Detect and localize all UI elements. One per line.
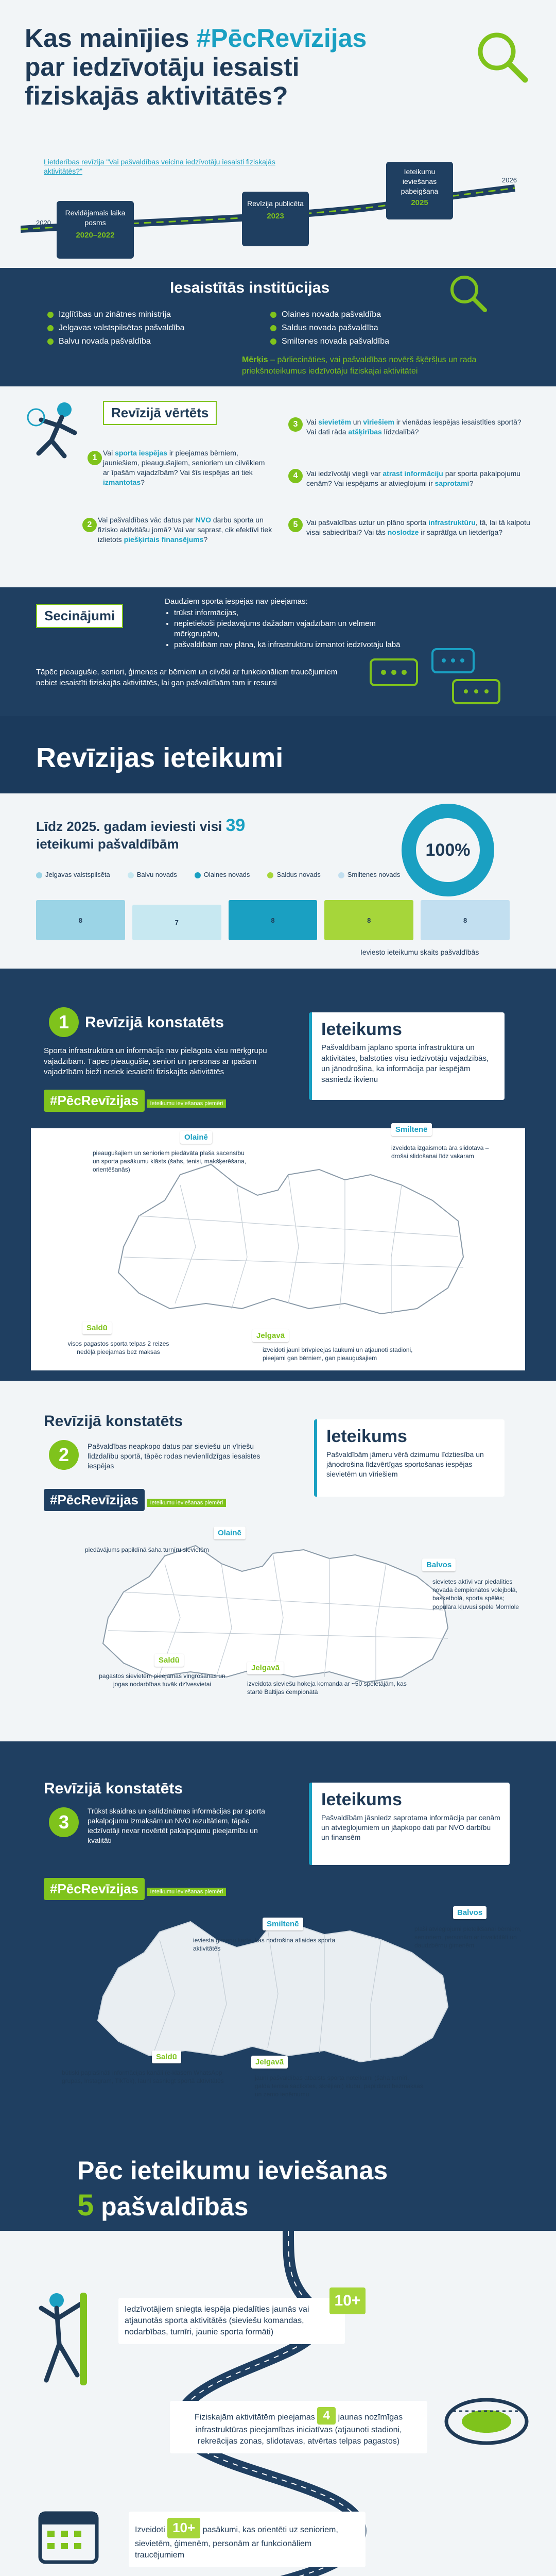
olaine-tag: Olainē (180, 1131, 212, 1144)
recommendation-text: Pašvaldībām jāmeru vērā dzimumu līdztiesība un jānodrošina līdzvērtīgas sportošanas iespējas sievietēm un vīriešiem (326, 1450, 484, 1478)
question-4-number: 4 (288, 469, 303, 483)
institution-item: Jelgavas valstspilsētas pašvaldība (47, 323, 264, 334)
period-3-title: Ieteikumu ieviešanas pabeigšana (401, 167, 439, 195)
question-1 (103, 448, 268, 487)
q3-f: atšķirības (348, 427, 382, 436)
olaine-tag: Olainē (214, 1527, 246, 1539)
finding-1-section (0, 969, 556, 1381)
chart-bar-4: 8 (421, 900, 510, 940)
hashtag-subtitle: Ieteikumu ieviešanas piemēri (147, 1099, 226, 1108)
search-graphic-icon (474, 28, 530, 88)
finding-1-number: 1 (49, 1007, 79, 1037)
legend-label-2: Olaines novads (203, 871, 250, 878)
timeline-period-3 (386, 162, 453, 219)
review-section (0, 386, 556, 587)
timeline-2026: 2026 (502, 176, 517, 184)
finding-3-hashtag (44, 1878, 226, 1900)
recs-title-band (0, 716, 556, 793)
finding-1-map-panel (31, 1125, 525, 1370)
smiltene-note: ieviesta ģimeņu karte, kas nodrošina atlaides sporta aktivitātēs (193, 1937, 336, 1953)
institution-item: Saldus novada pašvaldība (270, 323, 486, 334)
saldus-note: pagastos sievietēm pieejamas vingrošanas un jogas nodarbības tuvāk dzīvesvietai (99, 1672, 225, 1688)
conclusions-bottom: Tāpēc pieaugušie, seniori, ģimenes ar bērniem un cilvēki ar funkcionāliem traucējumiem nebiet iesaistīti fiziskajās aktivitātēs, lai gan pašvaldībām tam ir resursi (36, 668, 338, 687)
q3-c: un (351, 418, 363, 426)
chat-bubbles-icon (360, 639, 515, 714)
after-title-b: pašvaldībās (94, 2192, 249, 2221)
finding-3-label: Revīzijā konstatēts (44, 1780, 183, 1797)
saldus-tag: Saldū (154, 1654, 184, 1667)
q2-e: ? (203, 535, 208, 544)
olaine-note: pieaugušajiem un senioriem piedāvāta plaša sacensību un sporta pasākumu klāsts (šahs, tenisi, makšķerēšana, orientēšanās) (93, 1149, 247, 1174)
finding-2-recommendation (314, 1419, 505, 1497)
q1-b: sporta iespējas (115, 449, 168, 457)
chart-bar-0: 8 (36, 900, 125, 940)
hashtag-subtitle: Ieteikumu ieviešanas piemēri (147, 1888, 226, 1896)
review-title (103, 401, 217, 425)
finding-1-recommendation (309, 1012, 505, 1100)
chart-legend (36, 871, 510, 878)
impact-2-b: jaunas nozīmīgas infrastruktūras pieejamības iniciatīvas (atjaunoti stadioni, rekreācijas zonas, slidotavas, atvērtas telpas pagastos) (195, 2413, 403, 2446)
conclusion-item: • nepietiekoši piedāvājums dažādām vajadzībām un vēlmēm mērķgrupām, (174, 619, 401, 640)
finding-3-recommendation (309, 1783, 510, 1865)
legend-label-4: Smiltenes novads (347, 871, 401, 878)
q4-b: atrast informāciju (383, 469, 443, 478)
jelgava-tag: Jelgavā (252, 1329, 289, 1342)
after-title-a: Pēc ieteikumu ieviešanas (77, 2156, 388, 2185)
period-2-year: 2023 (267, 211, 284, 221)
q5-c: , tā, lai tā kalpotu visai sabiedrībai? Vai tās (306, 518, 530, 536)
q1-e: ? (141, 478, 145, 486)
conclusions-title-text: Secinājumi (44, 608, 115, 623)
question-3 (306, 417, 533, 437)
finding-1-hashtag (44, 1090, 226, 1112)
institution-item: Olaines novada pašvaldība (270, 309, 486, 320)
saldus-tag: Saldū (152, 2050, 181, 2063)
finding-1-label: Revīzijā konstatēts (85, 1014, 224, 1031)
q5-a: Vai pašvaldības uztur un plāno sporta (306, 518, 429, 527)
latvia-map (103, 1154, 474, 1324)
chart-bar-2: 8 (229, 900, 318, 940)
percent-value: 100% (425, 840, 471, 860)
finding-2-number: 2 (49, 1440, 79, 1470)
period-3-year: 2025 (411, 198, 428, 207)
balvi-tag: Balvos (422, 1558, 456, 1571)
q4-c: par sporta pakalpojumu cenām? Vai iespējams ar atvieglojumi ir (306, 469, 521, 487)
q2-c: darbu sporta un fizisko aktivitāšu jomā? Vai var saprast, cik efektīvi tiek izlietots (98, 516, 272, 544)
q1-a: Vai (103, 449, 115, 457)
legend-item-0 (36, 871, 110, 878)
impact-2 (170, 2401, 427, 2453)
impact-3-b: pasākumi, kas orientēti uz senioriem, sievietēm, ģimenēm, personām ar funkcionāliem traucējumiem (135, 2526, 338, 2560)
impact-1 (118, 2298, 345, 2344)
institutions-left-list (47, 309, 264, 349)
finding-3-text: Trūkst skaidras un salīdzināmas informācijas par sporta pakalpojumu izmaksām un NVO rezultātiem, tāpēc iedzīvotāji nevar novērtēt pakalpojumu pieejamību un kvalitāti (88, 1807, 265, 1844)
impact-3 (129, 2512, 366, 2567)
calendar-icon (36, 2504, 103, 2568)
hashtag: #PēcRevīzijas (44, 1878, 145, 1900)
institutions-section (0, 268, 556, 386)
timeline-period-1 (57, 201, 134, 259)
header-section (0, 0, 556, 268)
institution-item: Smiltenes novada pašvaldība (270, 336, 486, 347)
after-title-number: 5 (77, 2188, 94, 2222)
period-1-title: Revidējamais laika posms (65, 209, 126, 227)
question-2-number: 2 (82, 518, 97, 532)
finding-1-text: Sporta infrastruktūra un informācija nav pielāgota visu mērķgrupu vajadzībām. Tāpēc pieaugušie, seniori un personas ar īpašām vajadzībām bieži netiek iesaistīti fiziskajās aktivitātēs (44, 1046, 267, 1077)
finding-3-section (0, 1741, 556, 2128)
q1-c: ir pieejamas bērniem, jauniešiem, pieaugušajiem, senioriem un cilvēkiem ar īpašām vajadzībām? Vai šīs iespējas ari tiek (103, 449, 265, 477)
latvia-map (82, 1911, 463, 2071)
after-section (0, 2231, 556, 2576)
recommendation-title: Ieteikums (321, 1020, 402, 1039)
q3-a: Vai (306, 418, 319, 426)
q5-b: infrastruktūru (428, 518, 476, 527)
timeline-period-2 (242, 192, 309, 246)
impact-1-text: Iedzīvotājiem sniegta iespēja piedalīties jaunās vai atjaunotās sporta aktivitātēs (sieviešu komandas, nodarbības, turnīri, jaunie sporta formāti) (125, 2305, 309, 2337)
hashtag-title: #PēcRevīzijas (196, 24, 367, 53)
chart-bar-3: 8 (324, 900, 413, 940)
legend-item-3 (267, 871, 320, 878)
smiltene-tag: Smiltenē (391, 1123, 432, 1136)
q1-d: izmantotas (103, 478, 141, 486)
saldus-tag: Saldū (82, 1321, 112, 1334)
timeline-2020: 2020 (36, 219, 51, 227)
q3-d: vīriešiem (363, 418, 394, 426)
title-part3: fiziskajās aktivitātēs? (25, 81, 288, 110)
olaine-note: piedāvājums papildīnā šaha turnīru sievietēm (85, 1546, 209, 1553)
legend-item-1 (128, 871, 177, 878)
balvi-tag: Balvos (453, 1906, 486, 1919)
recs-total-a: Līdz 2025. gadam ieviesti visi (36, 819, 226, 834)
page-title (25, 24, 447, 110)
q4-e: ? (469, 479, 474, 487)
recommendation-title: Ieteikums (326, 1427, 407, 1446)
institution-item: Izglītības un zinātnes ministrija (47, 309, 264, 320)
impact-2-number: 4 (317, 2407, 336, 2425)
legend-label-1: Balvu novads (136, 871, 177, 878)
jelgava-tag: Jelgavā (251, 2056, 288, 2069)
chart-bar-1: 7 (132, 905, 221, 940)
q3-e: ir vienādas iespējas iesaistīties sportā? Vai dati rāda (306, 418, 522, 436)
audit-goal (242, 354, 535, 377)
recs-bar-chart (36, 889, 510, 940)
conclusions-intro: Daudziem sporta iespējas nav pieejamas: (165, 597, 308, 606)
q2-b: NVO (195, 516, 211, 524)
jelgava-note: izveidoti jauni brīvpieejas laukumi un atjaunoti stadioni, pieejami gan bērniem, gan pieaugušajiem (263, 1346, 413, 1362)
chart-caption: Ieviesto ieteikumu skaits pašvaldībās (360, 948, 479, 956)
recommendation-text: Pašvaldībām jāplāno sporta infrastruktūra un aktivitātes, balstoties visu iedzīvotāju vajadzībās, un jānodrošina, ka informācija par iespējām sasniedz ikvienu (321, 1043, 489, 1084)
question-3-number: 3 (288, 417, 303, 432)
runner-figure-icon (15, 397, 93, 477)
impact-3-a: Izveidoti (135, 2526, 168, 2535)
impact-3-number: 10+ (167, 2518, 200, 2538)
stadium-icon (443, 2391, 530, 2450)
after-title-band (0, 2128, 556, 2231)
question-5 (306, 518, 533, 537)
hashtag: #PēcRevīzijas (44, 1090, 145, 1112)
q4-d: saprotami (435, 479, 470, 487)
q5-e: ir saprātīga un lietderīga? (419, 528, 503, 536)
recs-title: Revīzijas ieteikumi (36, 742, 284, 773)
legend-item-2 (195, 871, 250, 878)
recs-total-number: 39 (225, 816, 246, 835)
q2-a: Vai pašvaldības vāc datus par (98, 516, 196, 524)
institutions-title: Iesaistītās institūcijas (170, 279, 330, 296)
conclusion-item: • pašvaldībām nav plāna, kā infrastruktūru izmantot iedzīvotāju labā (174, 640, 401, 651)
period-2-title: Revīzija publicēta (247, 199, 304, 208)
smiltene-note: izveidota izgaismota āra slidotava – drošai slidošanai līdz vakaram (391, 1144, 489, 1160)
institution-item: Balvu novada pašvaldība (47, 336, 264, 347)
after-title (77, 2155, 388, 2224)
audit-link[interactable]: Lietderības revīzija "Vai pašvaldības veicina iedzīvotāju iesaisti fiziskajās aktivitātēs?" (44, 158, 275, 176)
smiltene-tag: Smiltenē (263, 1918, 303, 1930)
impact-1-number: 10+ (329, 2287, 366, 2314)
hashtag: #PēcRevīzijas (44, 1489, 145, 1511)
finding-2-text: Pašvaldības neapkopo datus par sieviešu un vīriešu līdzdalību sportā, tāpēc rodas nevienlīdzīgas iesaistes iespējas (88, 1442, 260, 1470)
q3-g: līdzdalībā? (381, 427, 419, 436)
impact-2-a: Fiziskajām aktivitātēm pieejamas (194, 2413, 318, 2422)
balvi-note: sievietes aktīvi var piedalīties novada čempionātos volejbolā, basketbolā, sporta spēlēs; populāra kļuvusi spēle Mornlole (432, 1578, 519, 1611)
q4-a: Vai iedzīvotāji viegli var (306, 469, 383, 478)
institutions-right-list (270, 309, 486, 349)
percent-ring (402, 804, 494, 896)
q2-d: piešķirtais finansējums (124, 535, 204, 544)
question-2 (98, 515, 273, 545)
legend-item-4 (338, 871, 401, 878)
goal-text: – pārliecināties, vai pašvaldības novērš šķēršļus un rada priekšnoteikumus iedzīvotāju fiziskajai aktivitātei (242, 355, 477, 376)
recs-chart-section (0, 793, 556, 969)
legend-label-3: Saldus novads (276, 871, 321, 878)
hashtag-subtitle: Ieteikumu ieviešanas piemēri (147, 1499, 226, 1507)
jelgava-tag: Jelgavā (247, 1662, 284, 1674)
title-part1: Kas mainījies (25, 24, 197, 53)
period-1-range: 2020–2022 (76, 230, 115, 240)
jelgava-note: jauni pašvaldības atbalsts sporta noteikumi (šaha turnīri, galda tenisa sacīkstes, skrējieni) klubu, papildinot bezmaksas un zemo ieņēmumu (255, 2074, 423, 2098)
recs-total-b: ieteikumi pašvaldībām (36, 836, 179, 852)
recommendation-title: Ieteikums (321, 1790, 402, 1809)
recommendation-text: Pašvaldībām jāsniedz saprotama informācija par cenām un atvieglojumiem un jāapkopo dati par NVO darbību un finansēm (321, 1814, 500, 1841)
question-1-number: 1 (88, 451, 102, 465)
balvi-note: plaši atvieglojumi pieteikšanai bērniem, senioriem, personām ar invaliditāti un daudzbērnu ģimenēm (414, 1925, 522, 1950)
finding-2-hashtag (44, 1489, 226, 1511)
review-title-text: Revīzijā vērtēts (111, 405, 209, 420)
conclusion-item: • trūkst informācijas, (174, 608, 401, 619)
finding-2-section (0, 1381, 556, 1741)
goal-label: Mērķis (242, 355, 268, 364)
saldus-note: būtiski paplašināti informācijas kanāli (e-klasem WhatsApp grupas, Instagram, TikTok), lauņi sasniegt sportā aktivitātēs (62, 2069, 224, 2085)
question-5-number: 5 (288, 518, 303, 532)
title-part2: par iedzīvotāju iesaisti (25, 53, 300, 81)
saldus-note: visos pagastos sporta telpas 2 reizes nedēļā pieejamas bez maksas (67, 1340, 169, 1356)
q5-d: noslodze (387, 528, 419, 536)
recs-total (36, 815, 304, 852)
conclusions-title (36, 604, 123, 628)
climber-icon (31, 2287, 98, 2393)
q3-b: sievietēm (318, 418, 351, 426)
question-4 (306, 469, 533, 488)
finding-2-label: Revīzijā konstatēts (44, 1413, 183, 1430)
legend-label-0: Jelgavas valstspilsēta (45, 871, 110, 878)
jelgava-note: izveidota sieviešu hokeja komanda ar ~50 spēlētājām, kas startē Baltijas čempionātā (247, 1680, 407, 1696)
conclusions-section (0, 587, 556, 716)
finding-3-number: 3 (49, 1807, 79, 1837)
